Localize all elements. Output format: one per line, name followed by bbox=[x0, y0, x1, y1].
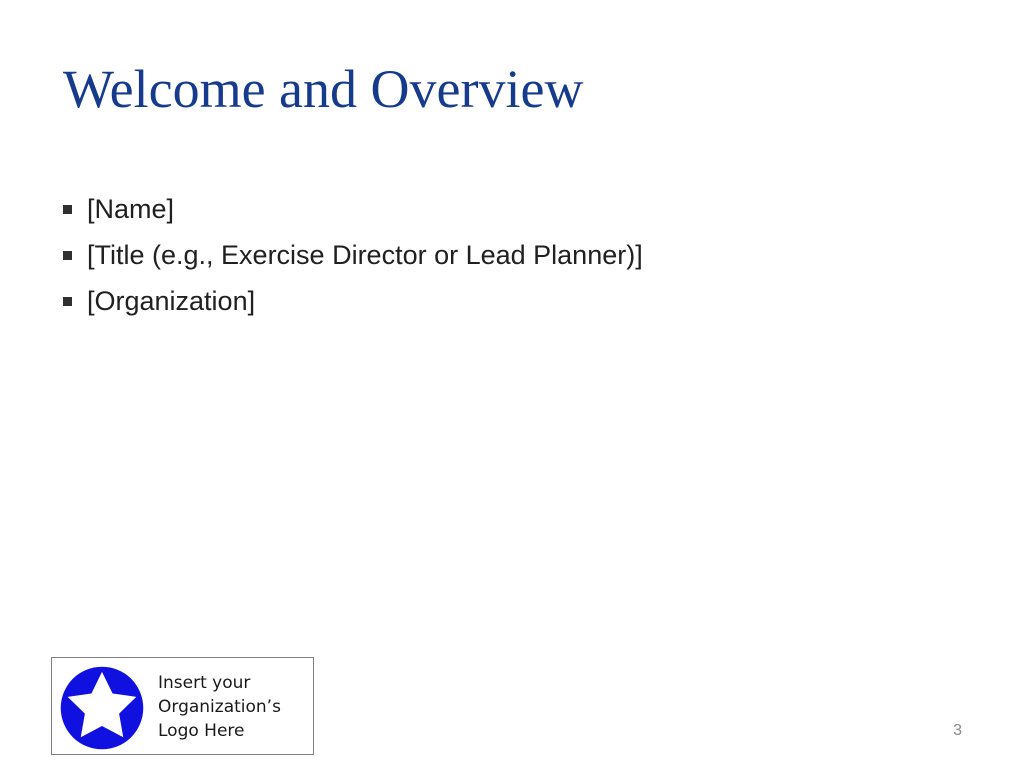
square-bullet-icon bbox=[63, 205, 72, 214]
logo-placeholder-text bbox=[158, 671, 281, 743]
bullet-text: [Organization] bbox=[87, 285, 256, 316]
square-bullet-icon bbox=[63, 251, 72, 260]
bullet-item-organization bbox=[63, 278, 643, 324]
bullet-item-name bbox=[63, 186, 643, 232]
logo-text-line: Insert your bbox=[158, 673, 251, 693]
logo-text-line: Organization’s bbox=[158, 697, 281, 717]
bullet-list bbox=[63, 186, 643, 324]
bullet-item-title bbox=[63, 232, 643, 278]
star-icon bbox=[59, 665, 145, 751]
page-number: 3 bbox=[953, 722, 962, 739]
slide-title: Welcome and Overview bbox=[63, 59, 584, 119]
logo-text-line: Logo Here bbox=[158, 721, 245, 741]
bullet-text: [Name] bbox=[87, 193, 175, 224]
square-bullet-icon bbox=[63, 297, 72, 306]
logo-placeholder bbox=[51, 657, 314, 755]
bullet-text: [Title (e.g., Exercise Director or Lead Planner)] bbox=[87, 239, 643, 270]
